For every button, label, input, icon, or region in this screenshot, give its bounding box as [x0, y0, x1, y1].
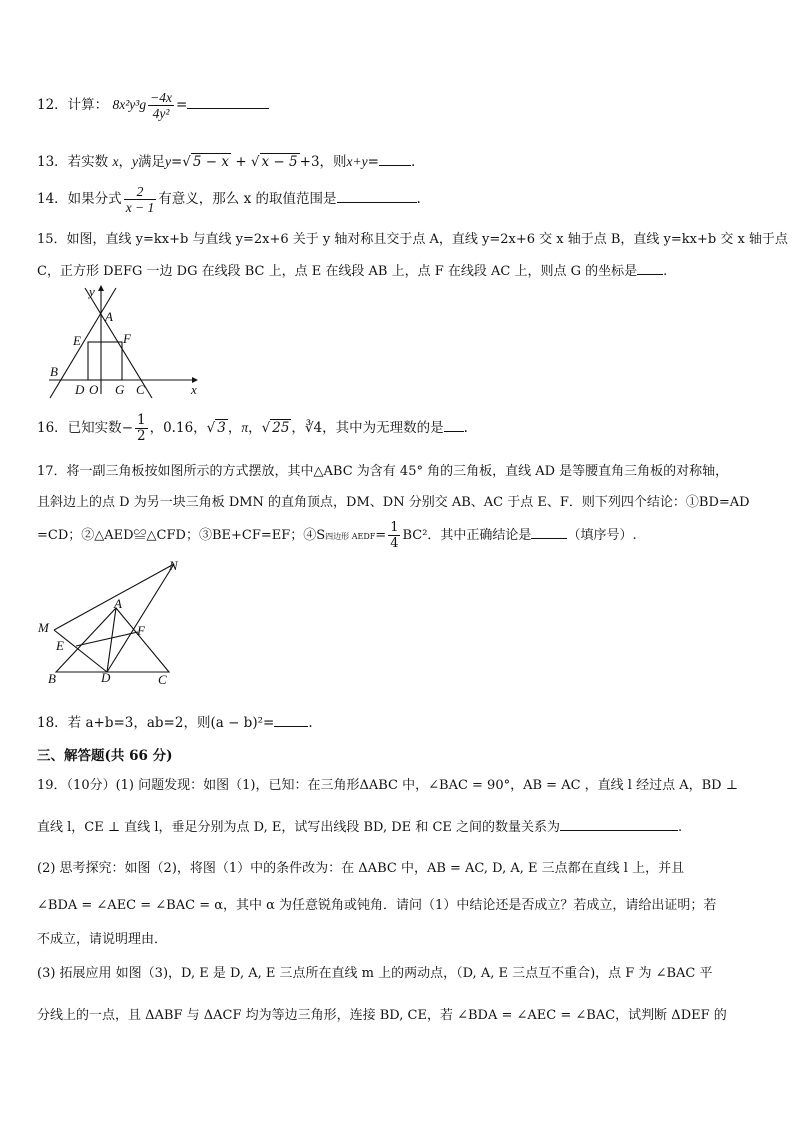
- q13-plus: +: [235, 154, 247, 170]
- question-13: 13．若实数 x，y满足y=√ 5 − x + √ x − 5 +3，则x+y= .: [37, 154, 416, 170]
- q15-answer-blank[interactable]: [637, 262, 663, 275]
- q13-var-y2: y: [164, 154, 171, 169]
- q13-sep: ，: [118, 154, 132, 170]
- q19-answer-blank[interactable]: [560, 818, 678, 831]
- q16-rest-2: ，其中为无理数的是: [322, 420, 444, 436]
- question-19-line-2: [37, 816, 682, 835]
- q14-numerator: 2: [124, 184, 157, 200]
- q16-pi: π: [241, 420, 249, 435]
- q15-label-c: C: [136, 382, 145, 397]
- question-19-line-4: ∠BDA = ∠AEC = ∠BAC = α，其中 α 为任意锐角或钝角．请问（1）中结论还是否成立？若成立，请给出证明；若: [37, 898, 717, 913]
- q12-label: 12．计算：: [37, 97, 109, 113]
- q12-expression: 8x²y³g: [112, 97, 147, 112]
- question-19-line-6: (3) 拓展应用 如图（3)，D, E 是 D, A, E 三点所在直线 m 上的两动点，（D, A, E 三点互不重合)，点 F 为 ∠BAC 平: [37, 966, 713, 981]
- q13-tail: +3，则: [299, 154, 347, 170]
- q17-answer-blank[interactable]: [531, 526, 567, 539]
- q12-denominator: 4y²: [152, 106, 170, 121]
- question-19-line-5: 不成立，请说明理由．: [37, 932, 168, 947]
- q14-denominator: x − 1: [125, 200, 155, 215]
- q17-line-ad: [107, 608, 116, 672]
- q13-var-y: y: [131, 154, 138, 169]
- q15-y-arrow: [98, 285, 104, 291]
- q16-sqrt25: 25: [272, 420, 290, 436]
- q16-sqrt3: 3: [217, 420, 226, 436]
- question-19-line-7: 分线上的一点，且 ΔABF 与 ΔACF 均为等边三角形，连接 BD, CE，若 ∠BDA = ∠AEC = ∠BAC，试判断 ΔDEF 的: [37, 1008, 727, 1023]
- q17-text-a: =CD；②△AED≌△CFD；③BE+CF=EF；④S: [37, 528, 326, 543]
- question-15-line-1: 15．如图，直线 y=kx+b 与直线 y=2x+6 关于 y 轴对称且交于点 A，直线 y=2x+6 交 x 轴于点 B，直线 y=kx+b 交 x 轴于点: [37, 232, 788, 247]
- q16-label: 16．已知实数: [37, 420, 122, 436]
- q14-end: .: [416, 191, 421, 207]
- q18-text: 18．若 a+b=3，ab=2，则(a − b)²=: [37, 715, 275, 731]
- q16-denominator: 2: [137, 428, 146, 444]
- q12-equals: =: [175, 97, 188, 113]
- question-16: 16．已知实数− $\frac{1}{2}$ ，0.16，√ 3 ，π，√ 25 ，∛4，其中为无理数的是 .: [37, 412, 468, 444]
- q13-equals-2: =: [367, 154, 379, 170]
- q15-label-y: y: [89, 284, 95, 299]
- q16-cbrt4: ∛4: [304, 420, 323, 436]
- q16-end: .: [463, 420, 468, 436]
- section-3-title: 三、解答题(共 66 分): [37, 748, 173, 764]
- q17-numerator: 1: [390, 520, 399, 535]
- q14-answer-blank[interactable]: [337, 190, 417, 203]
- q13-xy: x+y: [346, 154, 368, 169]
- question-17-line-3: [37, 520, 637, 551]
- question-18: [37, 711, 313, 731]
- q15-square-defg: [88, 342, 122, 380]
- q17-label-c: C: [158, 672, 167, 687]
- q14-label: 14．如果分式: [37, 191, 122, 207]
- q16-comma-1: ，: [227, 420, 242, 436]
- q17-label-n: N: [169, 558, 178, 573]
- q15-label-a: A: [105, 309, 113, 324]
- q15-label-e: E: [73, 333, 81, 348]
- q17-line-ef: [76, 632, 138, 646]
- q16-comma-3: ，: [291, 420, 305, 436]
- q17-label-d: D: [101, 670, 111, 685]
- q17-label-b: B: [48, 671, 56, 686]
- q17-fraction: [388, 520, 400, 551]
- q17-equals: =: [375, 528, 387, 543]
- question-14: [37, 184, 421, 215]
- q13-label: 13．若实数: [37, 154, 109, 170]
- q15-label-d: D: [75, 382, 85, 397]
- q18-end: .: [308, 715, 313, 731]
- q17-label-a: A: [114, 596, 122, 611]
- q15-text: C，正方形 DEFG 一边 DG 在线段 BC 上，点 E 在线段 AB 上，点 F 在线段 AC 上，则点 G 的坐标是: [37, 264, 638, 279]
- question-19-line-3: (2) 思考探究：如图（2)，将图（1）中的条件改为：在 ΔABC 中，AB = AC, D, A, E 三点都在直线 l 上，并且: [37, 861, 685, 876]
- q16-minus: −: [121, 420, 133, 436]
- q13-end: .: [410, 154, 416, 170]
- q18-answer-blank[interactable]: [274, 714, 308, 727]
- q15-label-f: F: [123, 331, 131, 346]
- q19-line-2-end: .: [678, 820, 683, 835]
- q19-line-2-text: 直线 l，CE ⊥ 直线 l，垂足分别为点 D, E，试写出线段 BD, DE 和 CE 之间的数量关系为: [37, 820, 561, 835]
- q16-rest-1: ，0.16，: [149, 420, 207, 436]
- question-17-line-1: 17．将一副三角板按如图所示的方式摆放，其中△ABC 为含有 45° 角的三角板，直线 AD 是等腰直角三角板的对称轴，: [37, 464, 729, 479]
- q12-answer-blank[interactable]: [187, 96, 269, 109]
- q14-text: 有意义，那么 x 的取值范围是: [158, 191, 337, 207]
- q16-answer-blank[interactable]: [444, 419, 464, 432]
- q13-answer-blank[interactable]: [379, 153, 411, 166]
- q17-label-f: F: [137, 623, 145, 638]
- q17-label-m: M: [38, 620, 49, 635]
- q17-label-e: E: [56, 638, 64, 653]
- q15-label-g: G: [115, 382, 125, 397]
- question-19-line-1: 19．（10分）(1) 问题发现：如图（1)，已知：在三角形ΔABC 中，∠BAC = 90°，AB = AC ，直线 l 经过点 A，BD ⊥: [37, 778, 738, 793]
- question-15-line-2: [37, 260, 667, 279]
- q13-radical-2: x − 5: [261, 154, 298, 170]
- q16-numerator: 1: [137, 412, 146, 428]
- q15-figure: [44, 282, 199, 400]
- q15-label-o: O: [89, 382, 99, 397]
- q13-var-x: x: [112, 154, 119, 169]
- q12-numerator: −4x: [150, 90, 172, 105]
- question-17-line-2: 且斜边上的点 D 为另一块三角板 DMN 的直角顶点，DM、DN 分别交 AB、AC 于点 E、F．则下列四个结论：①BD=AD: [37, 495, 750, 510]
- q16-fraction: [135, 413, 148, 444]
- q15-label-b: B: [50, 364, 58, 379]
- q15-end: .: [663, 264, 668, 279]
- q17-denominator: 4: [390, 536, 399, 551]
- q13-radical-1: 5 − x: [192, 154, 230, 170]
- q14-fraction: [124, 184, 157, 215]
- q13-mid: 满足: [137, 154, 165, 170]
- q17-subscript: 四边形 AEDF: [325, 532, 376, 541]
- q17-text-d: （填序号）.: [567, 528, 637, 543]
- q15-label-x: x: [191, 382, 197, 397]
- q17-figure: [34, 556, 194, 690]
- q17-text-c: BC²．其中正确结论是: [402, 528, 532, 543]
- question-12: [37, 90, 269, 121]
- q17-line-nd: [107, 564, 174, 672]
- q16-comma-2: ，: [248, 420, 262, 436]
- q12-fraction: [148, 90, 174, 121]
- q13-equals: =: [170, 154, 183, 170]
